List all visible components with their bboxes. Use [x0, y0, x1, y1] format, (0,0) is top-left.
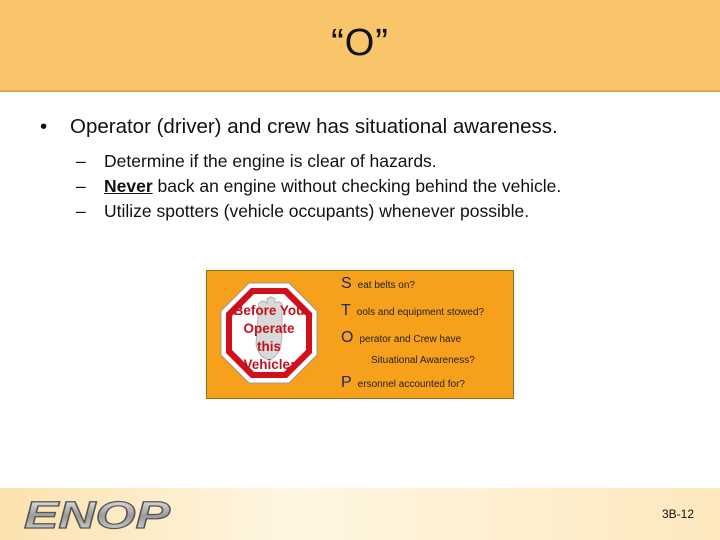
sign-line: Vehicle: [243, 357, 295, 372]
sign-line: Operate [243, 321, 295, 336]
bullet-dot: • [40, 115, 48, 138]
dash: – [76, 151, 86, 171]
checklist-item: Seat belts on? [341, 275, 415, 292]
checklist-item: Situational Awareness? [371, 355, 475, 366]
logo-text: ENOP [24, 497, 171, 533]
dash: – [76, 176, 86, 196]
sub-bullet [76, 174, 561, 199]
dash: – [76, 201, 86, 221]
checklist-item: Operator and Crew have [341, 329, 462, 346]
sub-bullet-text: Determine if the engine is clear of hazards. [104, 151, 437, 171]
sub-bullet-text: Utilize spotters (vehicle occupants) whenever possible. [104, 201, 530, 221]
sign-line: Before You [233, 303, 305, 318]
slide-title: “O” [331, 22, 389, 64]
main-bullet [40, 115, 558, 139]
sign-line: this [256, 339, 282, 354]
page-number: 3B-12 [662, 507, 695, 521]
emphasis-never: Never [104, 176, 153, 196]
stop-sign-icon [219, 281, 319, 385]
title-band [0, 0, 720, 92]
checklist-item: Tools and equipment stowed? [341, 302, 485, 319]
checklist-item: Personnel accounted for? [341, 374, 465, 391]
enop-logo [22, 497, 172, 533]
sub-bullet [76, 149, 561, 174]
main-bullet-text: Operator (driver) and crew has situational awareness. [70, 115, 558, 138]
sub-bullet-text: back an engine without checking behind the vehicle. [152, 176, 562, 196]
sub-bullets [76, 149, 561, 224]
sub-bullet [76, 199, 561, 224]
stop-checklist-graphic [206, 270, 514, 399]
